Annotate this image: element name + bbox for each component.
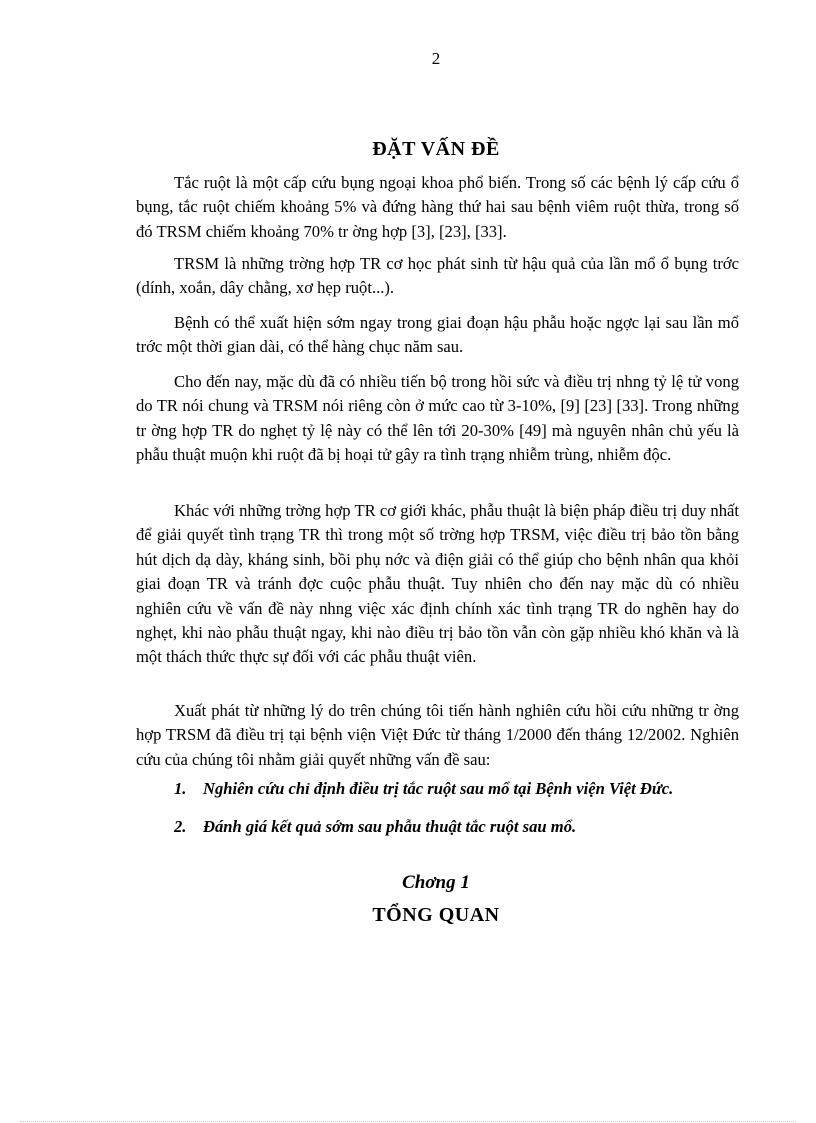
objective-text: Nghiên cứu chỉ định điều trị tắc ruột sau mổ tại Bệnh viện Việt Đức. (203, 779, 674, 798)
paragraph-5 (136, 499, 739, 670)
paragraph-text: Tắc ruột là một cấp cứu bụng ngoại khoa phổ biến. Trong số các bệnh lý cấp cứu ổ bụng, tắc ruột chiếm khoảng 5% và đứng hàng thứ hai sau bệnh viêm ruột thừa, trong số đó TRSM chiếm khoảng 70% tr ờng hợp [3], [23], [33]. (136, 173, 739, 241)
objective-number: 1. (174, 779, 187, 798)
objective-item (174, 779, 673, 799)
objective-text: Đánh giá kết quả sớm sau phẫu thuật tắc ruột sau mổ. (203, 817, 577, 836)
page-number: 2 (431, 49, 441, 68)
paragraph-text: Xuất phát từ những lý do trên chúng tôi tiến hành nghiên cứu hồi cứu những tr ờng hợp TRSM đã điều trị tại bệnh viện Việt Đức từ tháng 1/2000 đến tháng 12/2002. Nghiên cứu của chúng tôi nhằm giải quyết những vấn đề sau: (136, 701, 739, 769)
paragraph-6 (136, 699, 739, 772)
paragraph-text: TRSM là những trờng hợp TR cơ học phát sinh từ hậu quả của lần mổ ổ bụng trớc (dính, xoắn, dây chằng, xơ hẹp ruột...). (136, 254, 739, 298)
objective-item (174, 817, 576, 837)
paragraph-text: Bệnh có thể xuất hiện sớm ngay trong giai đoạn hậu phẫu hoặc ngợc lại sau lần mổ trớc một thời gian dài, có thể hàng chục năm sau. (136, 313, 739, 357)
chapter-title: TỔNG QUAN (372, 904, 500, 926)
paragraph-2 (136, 252, 739, 301)
page-bottom-divider (20, 1121, 796, 1122)
paragraph-text: Khác với những trờng hợp TR cơ giới khác, phẫu thuật là biện pháp điều trị duy nhất để giải quyết tình trạng TR thì trong một số trờng hợp TRSM, việc điều trị bảo tồn bằng hút dịch dạ dày, kháng sinh, bồi phụ nớc và điện giải có thể giúp cho bệnh nhân qua khỏi giai đoạn TR và tránh đợc cuộc phẫu thuật. Tuy nhiên cho đến nay mặc dù có nhiều nghiên cứu về vấn đề này nhng việc xác định chính xác tình trạng TR do nghẽn hay do nghẹt, khi nào phẫu thuật ngay, khi nào điều trị bảo tồn vẫn còn gặp nhiều khó khăn và là một thách thức thực sự đối với các phẫu thuật viên. (136, 501, 739, 667)
document-title: ĐẶT VẤN ĐỀ (372, 138, 500, 160)
paragraph-text: Cho đến nay, mặc dù đã có nhiều tiến bộ trong hồi sức và điều trị nhng tỷ lệ tử vong do TR nói chung và TRSM nói riêng còn ở mức cao từ 3-10%, [9] [23] [33]. Trong những tr ờng hợp TR do nghẹt tỷ lệ này có thể lên tới 20-30% [49] mà nguyên nhân chủ yếu là phẫu thuật muộn khi ruột đã bị hoại tử gây ra tình trạng nhiễm trùng, nhiễm độc. (136, 372, 739, 465)
paragraph-1 (136, 171, 739, 244)
objective-number: 2. (174, 817, 187, 836)
paragraph-4 (136, 370, 739, 468)
paragraph-3 (136, 311, 739, 360)
chapter-label: Chơng 1 (402, 872, 470, 893)
